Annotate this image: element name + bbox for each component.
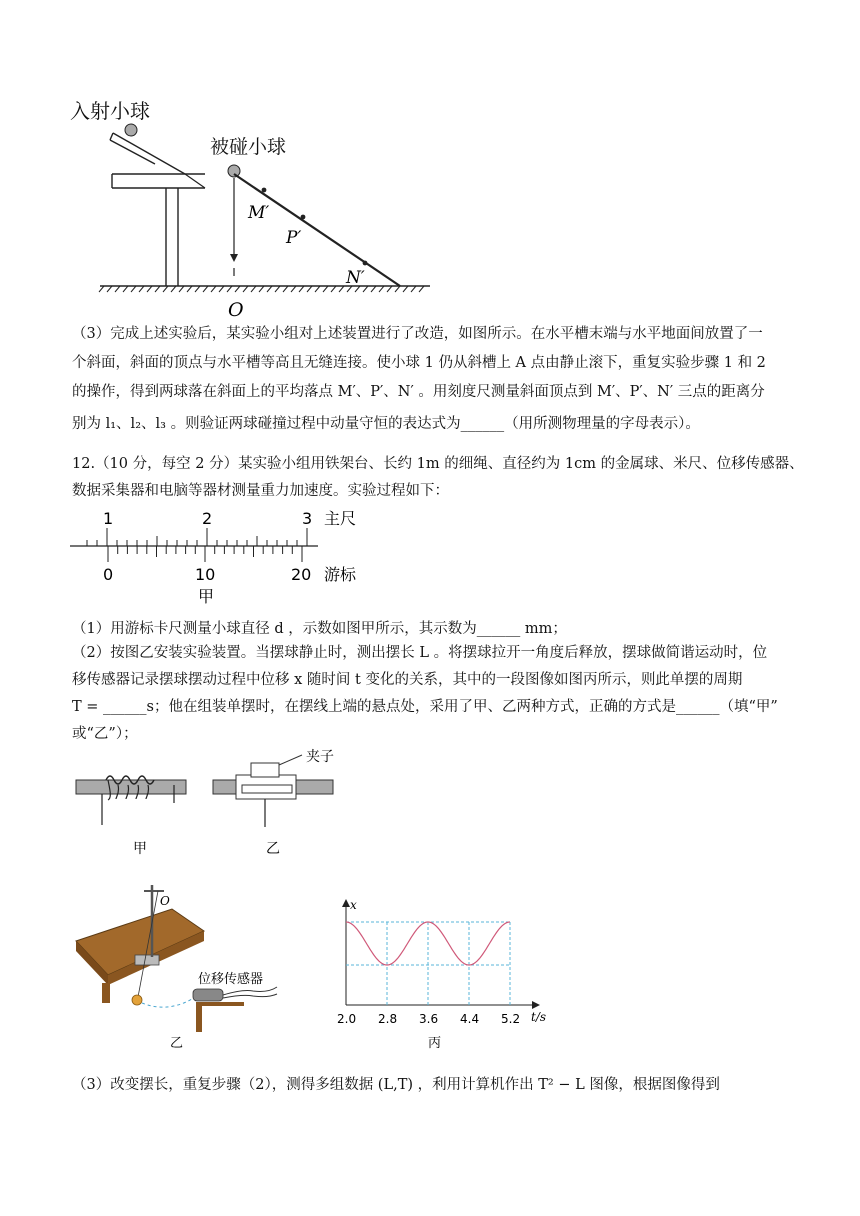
p-prime-label: P′ bbox=[286, 228, 302, 248]
q12-line-1: 12.（10 分，每空 2 分）某实验小组用铁架台、长约 1m 的细绳、直径约为 1cm 的金属球、米尺、位移传感器、 bbox=[72, 456, 804, 472]
q11-3-line-2: 个斜面，斜面的顶点与水平槽等高且无缝连接。使小球 1 仍从斜槽上 A 点由静止滚下，重复实验步骤 1 和 2 bbox=[72, 355, 766, 371]
q12-2-line-4: 或“乙”）； bbox=[72, 726, 138, 742]
vernier-caption: 甲 bbox=[198, 587, 215, 606]
q11-3-line-1: （3）完成上述实验后，某实验小组对上述装置进行了改造，如图所示。在水平槽末端与水平地面间放置了一 bbox=[72, 326, 763, 342]
q12-line-2: 数据采集器和电脑等器材测量重力加速度。实验过程如下： bbox=[72, 483, 449, 499]
q12-2-line-1: （2）按图乙安装实验装置。当摆球静止时，测出摆长 L 。将摆球拉开一角度后释放，摆球做简谐运动时，位 bbox=[72, 645, 768, 661]
main-tick-2: 2 bbox=[202, 509, 213, 528]
pendulum-ball bbox=[132, 995, 142, 1005]
main-tick-3: 3 bbox=[302, 509, 313, 528]
vernier-tick-0: 0 bbox=[103, 565, 114, 584]
xt-graph bbox=[328, 895, 558, 1055]
incident-ball-label: 入射小球 bbox=[70, 99, 150, 123]
q12-1-line: （1）用游标卡尺测量小球直径 d ，示数如图甲所示，其示数为______ mm； bbox=[72, 621, 567, 637]
x-tick-2.8: 2.8 bbox=[378, 1012, 398, 1026]
pivot-o-label: O bbox=[160, 894, 170, 908]
vernier-caliper-figure bbox=[66, 506, 376, 610]
n-prime-label: N′ bbox=[346, 268, 365, 288]
main-scale-label: 主尺 bbox=[324, 509, 357, 528]
guide-lines bbox=[346, 922, 510, 1005]
x-tick-4.4: 4.4 bbox=[460, 1012, 480, 1026]
method-b-caption: 乙 bbox=[266, 841, 280, 857]
pendulum-setup-figure bbox=[72, 875, 302, 1055]
q12-2-line-3: T = ______s；他在组装单摆时，在摆线上端的悬点处，采用了甲、乙两种方式，正确的方式是______（填“甲” bbox=[72, 699, 778, 715]
q12-2-line-2: 移传感器记录摆球摆动过程中位移 x 随时间 t 变化的关系，其中的一段图像如图丙所示，则此单摆的周期 bbox=[72, 672, 743, 688]
m-prime-label: M′ bbox=[248, 203, 270, 223]
q12-3-line: （3）改变摆长，重复步骤（2），测得多组数据 (L,T) ，利用计算机作出 T² − L 图像，根据图像得到 bbox=[72, 1077, 720, 1093]
x-tick-5.2: 5.2 bbox=[501, 1012, 521, 1026]
vernier-tick-10: 10 bbox=[195, 565, 216, 584]
target-ball-label: 被碰小球 bbox=[210, 136, 287, 158]
clip-label: 夹子 bbox=[306, 749, 334, 765]
origin-o-label: O bbox=[228, 299, 244, 321]
x-tick-3.6: 3.6 bbox=[419, 1012, 439, 1026]
main-tick-1: 1 bbox=[103, 509, 114, 528]
suspension-methods-figure bbox=[72, 745, 362, 865]
incident-ball bbox=[125, 124, 137, 136]
x-tick-labels bbox=[337, 1012, 520, 1026]
x-axis-label: t/s bbox=[531, 1010, 547, 1024]
displacement-sensor bbox=[193, 989, 223, 1001]
x-tick-2.0: 2.0 bbox=[337, 1012, 357, 1026]
collision-incline-figure bbox=[60, 88, 460, 328]
y-axis-label: x bbox=[350, 898, 357, 912]
vernier-tick-20: 20 bbox=[291, 565, 312, 584]
vernier-scale-label: 游标 bbox=[324, 565, 357, 584]
q11-3-line-3: 的操作，得到两球落在斜面上的平均落点 M′、P′、N′ 。用刻度尺测量斜面顶点到 M′、P′、N′ 三点的距离分 bbox=[72, 384, 765, 400]
sensor-label: 位移传感器 bbox=[198, 972, 264, 987]
method-a-caption: 甲 bbox=[133, 841, 147, 857]
setup-caption: 乙 bbox=[170, 1036, 184, 1051]
q11-3-line-4: 别为 l₁、l₂、l₃ 。则验证两球碰撞过程中动量守恒的表达式为______（用所测物理量的字母表示）。 bbox=[72, 416, 700, 432]
graph-caption: 丙 bbox=[428, 1036, 442, 1051]
